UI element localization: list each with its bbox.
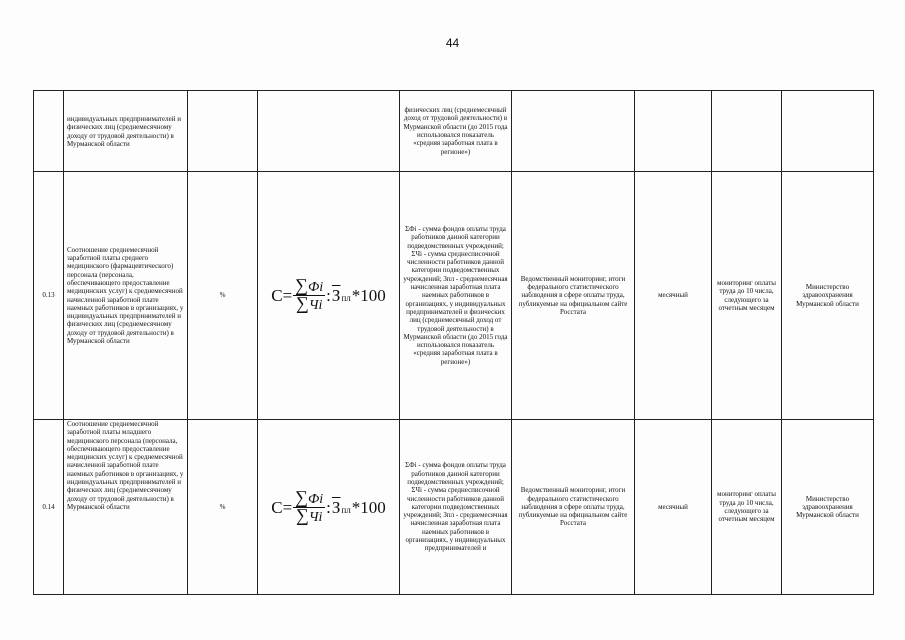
formula-description: физических лиц (среднемесячный доход от трудовой деятельности) в Мурманской области (до 2015 года использовался показатель «средняя заработная плата в регионе») [400,91,512,172]
data-source: Ведомственный мониторинг, итоги федерального статистического наблюдения в сфере оплаты труда, публикуемые на официальном сайте Росстата [512,172,635,420]
table-row [34,420,874,595]
frequency: месячный [635,420,712,595]
formula [271,275,386,313]
row-index: 0.14 [34,420,64,595]
indicator-name: индивидуальных предпринимателей и физических лиц (среднемесячному доходу от трудовой деятельности) в Мурманской области [64,91,188,172]
page-number: 44 [445,36,460,50]
deadline: мониторинг оплаты труда до 10 числа, следующего за отчетным месяцем [712,420,782,595]
sigma-symbol: ∑ [295,293,309,313]
row-index: 0.13 [34,172,64,420]
data-source [512,91,635,172]
formula-z-subscript: пл [341,293,351,303]
formula-z: З [331,286,341,305]
formula-denominator: Чi [308,509,323,525]
responsible-org [782,91,874,172]
deadline: мониторинг оплаты труда до 10 числа, следующего за отчетным месяцем [712,172,782,420]
frequency [635,91,712,172]
sigma-symbol: ∑ [295,486,309,507]
unit-cell: % [188,420,258,595]
formula-z: З [331,497,341,517]
formula-numerator: Фi [308,280,324,295]
sigma-symbol: ∑ [295,275,309,295]
frequency: месячный [635,172,712,420]
responsible-org: Министерство здравоохранения Мурманской области [782,172,874,420]
row-index [34,91,64,172]
formula-numerator: Фi [308,491,324,507]
formula-colon: : [326,497,331,517]
unit-cell: % [188,172,258,420]
formula-cell [258,91,400,172]
deadline [712,91,782,172]
data-source: Ведомственный мониторинг, итоги федерального статистического наблюдения в сфере оплаты труда, публикуемые на официальном сайте Росстата [512,420,635,595]
formula-lhs: C= [271,286,293,305]
indicator-name: Соотношение среднемесячной заработной платы младшего медицинского персонала (персонала, обеспечивающего предоставление медицинских услуг) к среднемесячной начисленной заработной плате наемных работников в организациях, у индивидуальных предпринимателей и физических лиц (среднемесячному доходу от трудовой деятельности) в Мурманской области [64,420,188,595]
formula-fraction [293,275,325,313]
formula-description: ΣФi - сумма фондов оплаты труда работников данной категории подведомственных учреждений; ΣЧi - сумма среднесписочной численности работников данной категории подведомственных учреждений; Зпл - среднемесячная начисленная заработная плата наемных работников в организациях, у индивидуальных предпринимателей и физических лиц (среднемесячный доход от трудовой деятельности) в Мурманской области (до 2015 года использовался показатель «средняя заработная плата в регионе») [400,172,512,420]
formula-tail: *100 [351,497,386,517]
formula-z-subscript: пл [341,504,351,515]
unit-cell [188,91,258,172]
formula-description: ΣФi - сумма фондов оплаты труда работников данной категории подведомственных учреждений; ΣЧi - сумма среднесписочной численности работников данной категории подведомственных учреждений; Зпл - среднемесячная начисленная заработная плата наемных работников в организациях, у индивидуальных предпринимателей и [400,420,512,595]
formula-fraction [293,486,325,525]
table-row [34,172,874,420]
formula-tail: *100 [351,286,386,305]
formula-cell [258,420,400,595]
formula-denominator: Чi [308,298,323,313]
sigma-symbol: ∑ [295,504,309,525]
formula-cell [258,172,400,420]
formula [271,486,386,525]
table-row [34,91,874,172]
formula-colon: : [326,286,331,305]
indicators-table [33,90,874,595]
responsible-org: Министерство здравоохранения Мурманской области [782,420,874,595]
indicator-name: Соотношение среднемесячной заработной платы среднего медицинского (фармацевтического) персонала (персонала, обеспечивающего предоставление медицинских услуг) к среднемесячной начисленной заработной плате наемных работников в организациях, у индивидуальных предпринимателей и физических лиц (среднемесячному доходу от трудовой деятельности) в Мурманской области [64,172,188,420]
formula-lhs: C= [271,497,293,517]
